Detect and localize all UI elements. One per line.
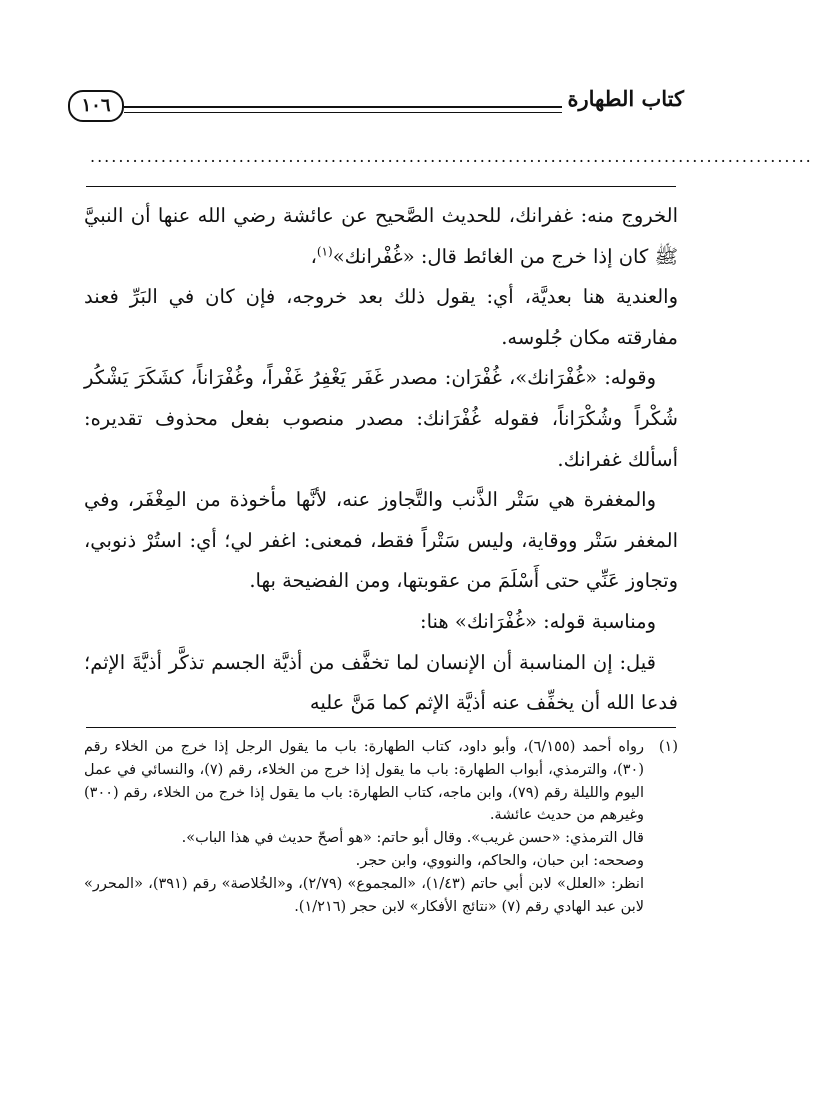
footnotes [84, 736, 678, 918]
dotted-separator: ...................................................................................................... [90, 147, 813, 166]
page-number: ١٠٦ [68, 90, 124, 122]
page-header [68, 86, 684, 126]
footnote-1 [84, 736, 678, 918]
paragraph-4: والمغفرة هي سَتْر الذَّنب والتَّجاوز عنه، لأنَّها مأخوذة من المِغْفَر، وفي المغفر سَتْر ووقاية، وليس سَتْراً فقط، فمعنى: اغفر لي؛ أي: استُرْ ذنوبي، وتجاوز عَنِّي حتى أَسْلَمَ من عقوبتها، ومن الفضيحة بها. [84, 488, 678, 593]
footnote-rule [86, 727, 676, 728]
paragraph-6: قيل: إن المناسبة أن الإنسان لما تخفَّف من أذيَّة الجسم تذكَّر أذيَّةَ الإثم؛ فدعا الله أن يخفِّف عنه أذيَّة الإثم كما مَنَّ عليه [84, 650, 678, 715]
footnote-line: وصححه: ابن حبان، والحاكم، والنووي، وابن حجر. [355, 852, 644, 869]
top-rule [86, 186, 676, 187]
paragraph-1-text: الخروج منه: غفرانك، للحديث الصَّحيح عن عائشة رضي الله عنها أن النبيَّ ﷺ كان إذا خرج من الغائط قال: «غُفْرانك» [84, 204, 678, 268]
paragraph-2: والعندية هنا بعديَّة، أي: يقول ذلك بعد خروجه، فإن كان في البَرِّ فعند مفارقته مكان جُلوسه. [84, 285, 678, 349]
paragraph-1 [84, 196, 678, 277]
footnote-number: (١) [658, 739, 678, 755]
footnote-line: رواه أحمد (٦/١٥٥)، وأبو داود، كتاب الطهارة: باب ما يقول الرجل إذا خرج من الخلاء رقم (٣٠)، والترمذي، أبواب الطهارة: باب ما يقول إذا خرج من الخلاء، رقم (٧)، والنسائي في عمل اليوم والليلة رقم (٧٩)، وابن ماجه، كتاب الطهارة: باب ما يقول إذا خرج من الخلاء، رقم (٣٠٠) وغيرهم من حديث عائشة. [84, 739, 645, 824]
footnote-line: انظر: «العلل» لابن أبي حاتم (١/٤٣)، «المجموع» (٢/٧٩)، و«الخُلاصة» رقم (٣٩١)، «المحرر» لابن عبد الهادي رقم (٧) «نتائج الأفكار» لابن حجر (١/٢١٦). [84, 875, 644, 915]
header-rule [124, 106, 562, 113]
paragraph-1-end: ، [310, 244, 317, 268]
footnote-marker[interactable]: (١) [316, 244, 333, 259]
paragraph-3: وقوله: «غُفْرَانك»، غُفْرَان: مصدر غَفَر يَغْفِرُ غَفْراً، وغُفْرَاناً، كشَكَرَ يَشْكُر شُكْراً وشُكْرَاناً، فقوله غُفْرَانك: مصدر منصوب بفعل محذوف تقديره: أسألك غفرانك. [84, 366, 678, 471]
running-title: كتاب الطهارة [567, 86, 684, 111]
paragraph-5: ومناسبة قوله: «غُفْرَانك» هنا: [420, 609, 656, 633]
footnote-line: قال الترمذي: «حسن غريب». وقال أبو حاتم: «هو أصحّ حديث في هذا الباب». [181, 830, 644, 847]
main-text [84, 196, 678, 724]
